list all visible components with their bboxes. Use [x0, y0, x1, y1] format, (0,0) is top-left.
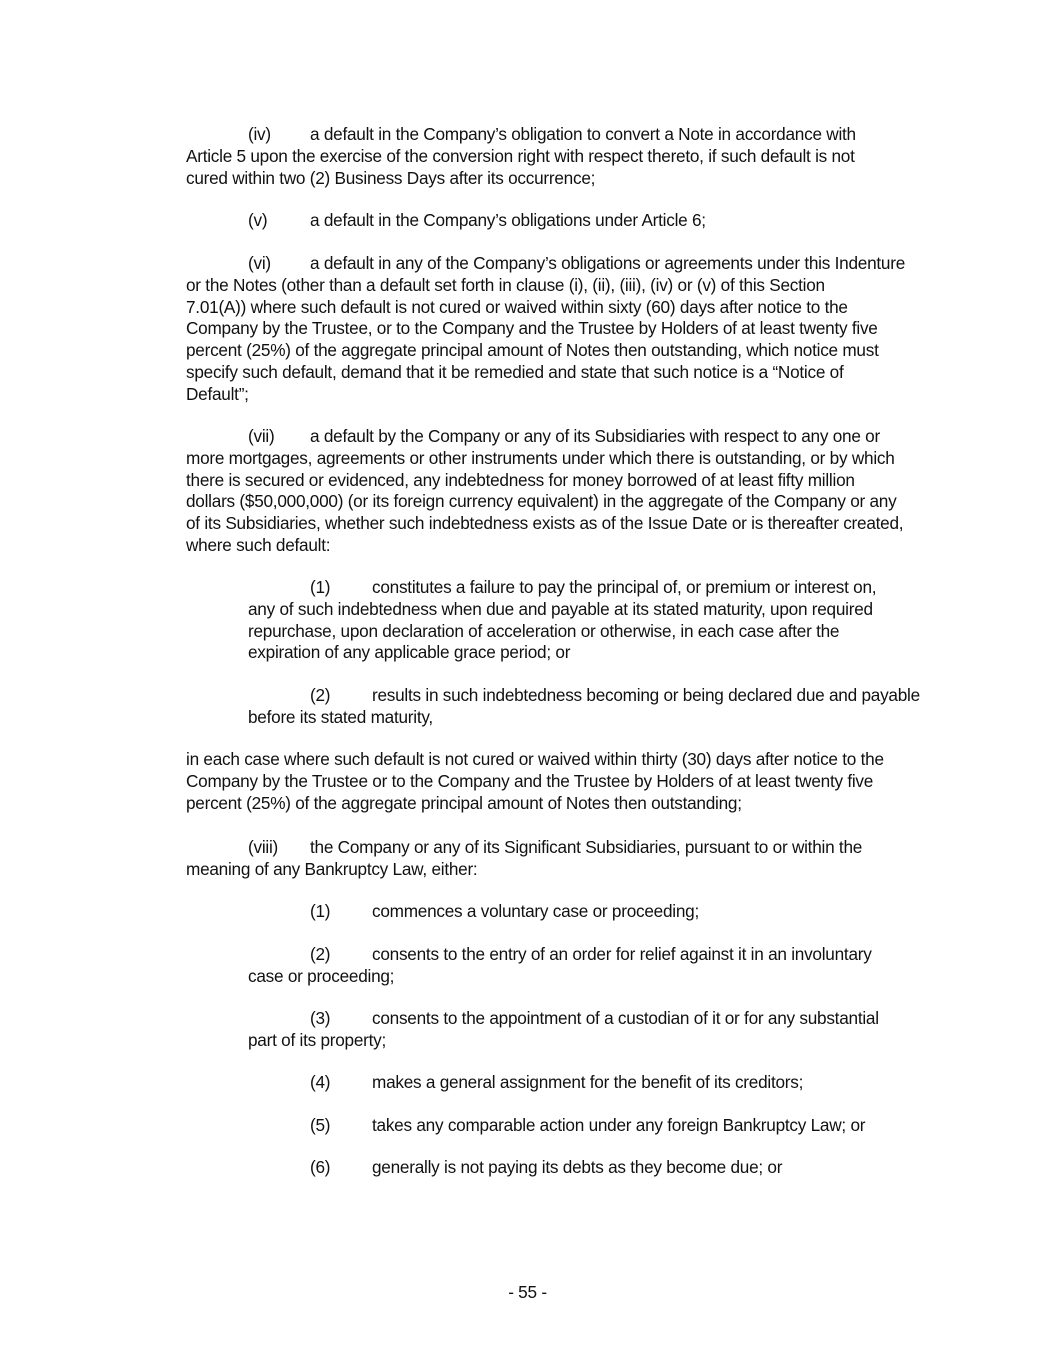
clause-text: Article 5 upon the exercise of the conversion right with respect thereto, if such default is not	[186, 145, 855, 166]
clause-text: percent (25%) of the aggregate principal amount of Notes then outstanding;	[186, 792, 742, 813]
subclause-number: (1)	[310, 901, 331, 921]
clause-v	[186, 210, 932, 232]
clause-text: where such default:	[186, 534, 331, 555]
clause-text: 7.01(A)) where such default is not cured or waived within sixty (60) days after notice to the	[186, 296, 848, 317]
clause-text: more mortgages, agreements or other instruments under which there is outstanding, or by which	[186, 447, 895, 468]
subclause-text: consents to the entry of an order for relief against it in an involuntary	[372, 944, 872, 964]
clause-vii	[186, 426, 932, 557]
clause-number: (vii)	[248, 426, 275, 446]
subclause-text: generally is not paying its debts as they become due; or	[372, 1157, 783, 1177]
clause-text: dollars ($50,000,000) (or its foreign currency equivalent) in the aggregate of the Company or any	[186, 491, 897, 512]
clause-vi	[186, 253, 932, 406]
subclause-text: part of its property;	[248, 1029, 387, 1050]
clause-text: a default in any of the Company’s obligations or agreements under this Indenture	[310, 253, 905, 273]
subclause-text: expiration of any applicable grace period; or	[248, 642, 571, 663]
clause-text: cured within two (2) Business Days after its occurrence;	[186, 167, 596, 188]
clause-text: Default”;	[186, 383, 249, 404]
clause-number: (v)	[248, 210, 268, 230]
clause-text: a default in the Company’s obligation to convert a Note in accordance with	[310, 124, 856, 144]
subclause-number: (4)	[310, 1072, 331, 1092]
clause-viii-sub-5	[248, 1115, 932, 1137]
clause-text: a default in the Company’s obligations under Article 6;	[310, 210, 706, 230]
subclause-text: case or proceeding;	[248, 965, 395, 986]
clause-text: there is secured or evidenced, any indebtedness for money borrowed of at least fifty million	[186, 469, 855, 490]
subclause-text: makes a general assignment for the benefit of its creditors;	[372, 1072, 804, 1092]
subclause-text: results in such indebtedness becoming or being declared due and payable	[372, 685, 920, 705]
clause-text: specify such default, demand that it be remedied and state that such notice is a “Notice of	[186, 361, 844, 382]
subclause-text: consents to the appointment of a custodian of it or for any substantial	[372, 1008, 879, 1028]
clause-vii-sub-2	[248, 685, 932, 729]
clause-viii	[186, 837, 932, 881]
page-number: - 55 -	[508, 1282, 547, 1302]
clause-viii-sub-2	[248, 944, 932, 988]
clause-iv	[186, 124, 932, 189]
subclause-number: (5)	[310, 1115, 331, 1135]
subclause-text: repurchase, upon declaration of acceleration or otherwise, in each case after the	[248, 620, 840, 641]
clause-number: (viii)	[248, 837, 278, 857]
subclause-text: constitutes a failure to pay the principal of, or premium or interest on,	[372, 577, 877, 597]
subclause-text: any of such indebtedness when due and payable at its stated maturity, upon required	[248, 598, 873, 619]
clause-text: a default by the Company or any of its Subsidiaries with respect to any one or	[310, 426, 880, 446]
clause-text: or the Notes (other than a default set forth in clause (i), (ii), (iii), (iv) or (v) of this Section	[186, 274, 825, 295]
subclause-number: (3)	[310, 1008, 331, 1028]
clause-text: of its Subsidiaries, whether such indebtedness exists as of the Issue Date or is thereafter created,	[186, 513, 904, 534]
clause-viii-sub-6	[248, 1157, 932, 1179]
clause-text: Company by the Trustee, or to the Company and the Trustee by Holders of at least twenty five	[186, 318, 878, 339]
clause-vii-tail	[186, 749, 932, 814]
subclause-text: commences a voluntary case or proceeding;	[372, 901, 699, 921]
subclause-number: (1)	[310, 577, 331, 597]
subclause-number: (2)	[310, 685, 331, 705]
subclause-text: takes any comparable action under any foreign Bankruptcy Law; or	[372, 1115, 866, 1135]
subclause-number: (6)	[310, 1157, 331, 1177]
clause-viii-sub-1	[248, 901, 932, 923]
clause-text: the Company or any of its Significant Subsidiaries, pursuant to or within the	[310, 837, 863, 857]
subclause-text: before its stated maturity,	[248, 706, 433, 727]
clause-text: percent (25%) of the aggregate principal amount of Notes then outstanding, which notice must	[186, 340, 879, 361]
clause-text: Company by the Trustee or to the Company and the Trustee by Holders of at least twenty five	[186, 770, 874, 791]
clause-viii-sub-3	[248, 1008, 932, 1052]
subclause-number: (2)	[310, 944, 331, 964]
clause-number: (vi)	[248, 253, 271, 273]
clause-number: (iv)	[248, 124, 271, 144]
clause-viii-sub-4	[248, 1072, 932, 1094]
clause-text: meaning of any Bankruptcy Law, either:	[186, 858, 478, 879]
clause-vii-sub-1	[248, 577, 932, 664]
clause-text: in each case where such default is not cured or waived within thirty (30) days after notice to the	[186, 749, 884, 769]
